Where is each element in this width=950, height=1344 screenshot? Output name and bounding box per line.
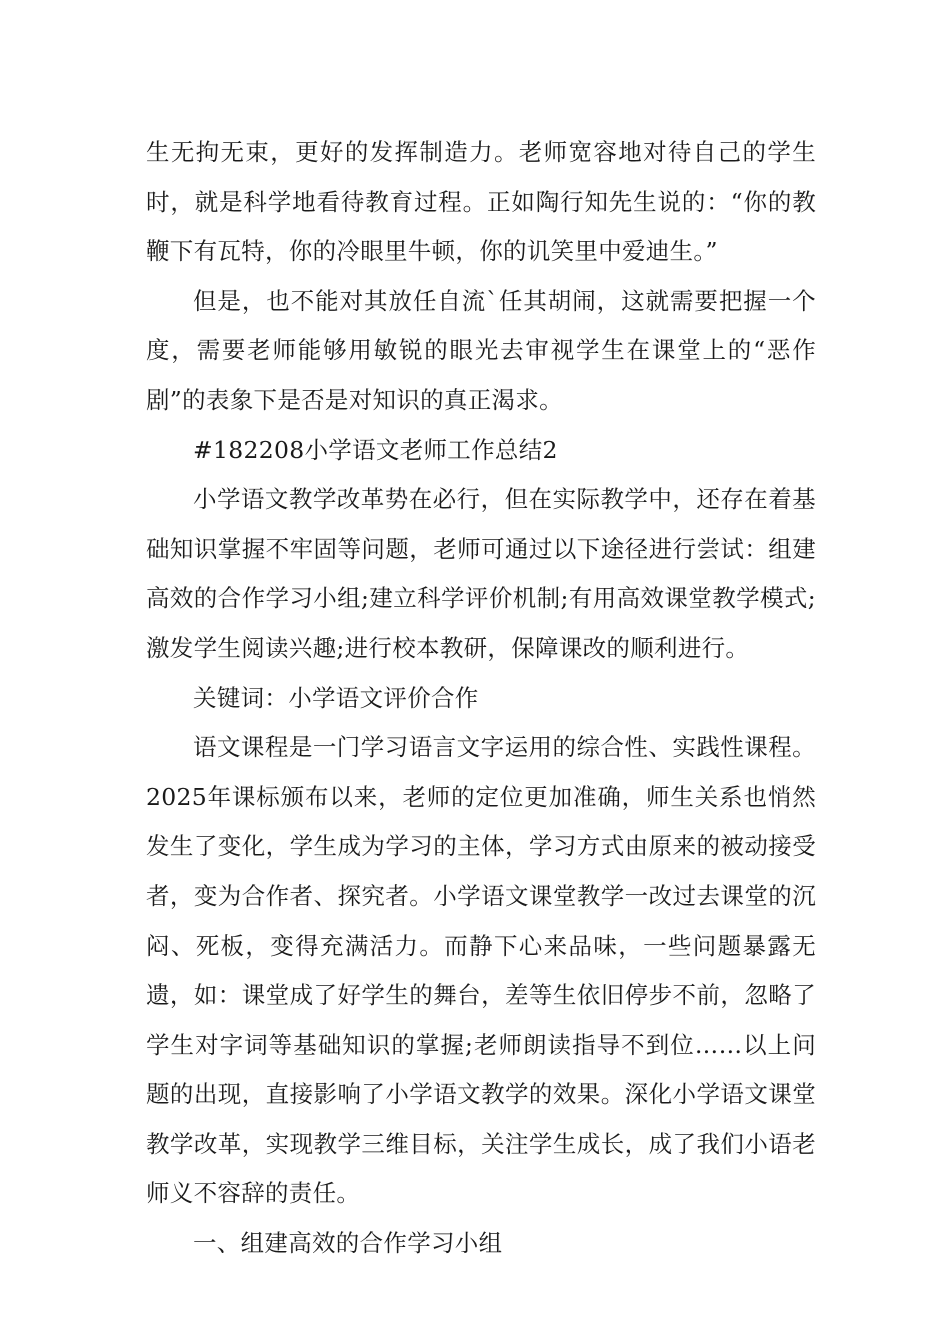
keywords-line: 关键词：小学语文评价合作 (193, 683, 479, 712)
document-body (146, 128, 816, 1269)
paragraph-abstract: 小学语文教学改革势在必行，但在实际教学中，还存在着基础知识掌握不牢固等问题，老师可通过以下途径进行尝试：组建高效的合作学习小组;建立科学评价机制;有用高效课堂教学模式;激发学生阅读兴趣;进行校本教研，保障课改的顺利进行。 (146, 485, 816, 662)
paragraph-introduction: 语文课程是一门学习语言文字运用的综合性、实践性课程。2025年课标颁布以来，老师的定位更加准确，师生关系也悄然发生了变化，学生成为学习的主体，学习方式由原来的被动接受者，变为合作者、探究者。小学语文课堂教学一改过去课堂的沉闷、死板，变得充满活力。而静下心来品味，一些问题暴露无遗，如：课堂成了好学生的舞台，差等生依旧停步不前，忽略了学生对字词等基础知识的掌握;老师朗读指导不到位……以上问题的出现，直接影响了小学语文教学的效果。深化小学语文课堂教学改革，实现教学三维目标，关注学生成长，成了我们小语老师义不容辞的责任。 (146, 733, 816, 1208)
paragraph-1: 生无拘无束，更好的发挥制造力。老师宽容地对待自己的学生时，就是科学地看待教育过程。正如陶行知先生说的：“你的教鞭下有瓦特，你的冷眼里牛顿，你的讥笑里中爱迪生。” (146, 138, 816, 266)
paragraph-2: 但是，也不能对其放任自流`任其胡闹，这就需要把握一个度，需要老师能够用敏锐的眼光去审视学生在课堂上的“恶作剧”的表象下是否是对知识的真正渴求。 (146, 286, 816, 414)
subsection-heading-1: 一、组建高效的合作学习小组 (193, 1229, 503, 1258)
section-heading-2: #182208小学语文老师工作总结2 (193, 435, 558, 464)
